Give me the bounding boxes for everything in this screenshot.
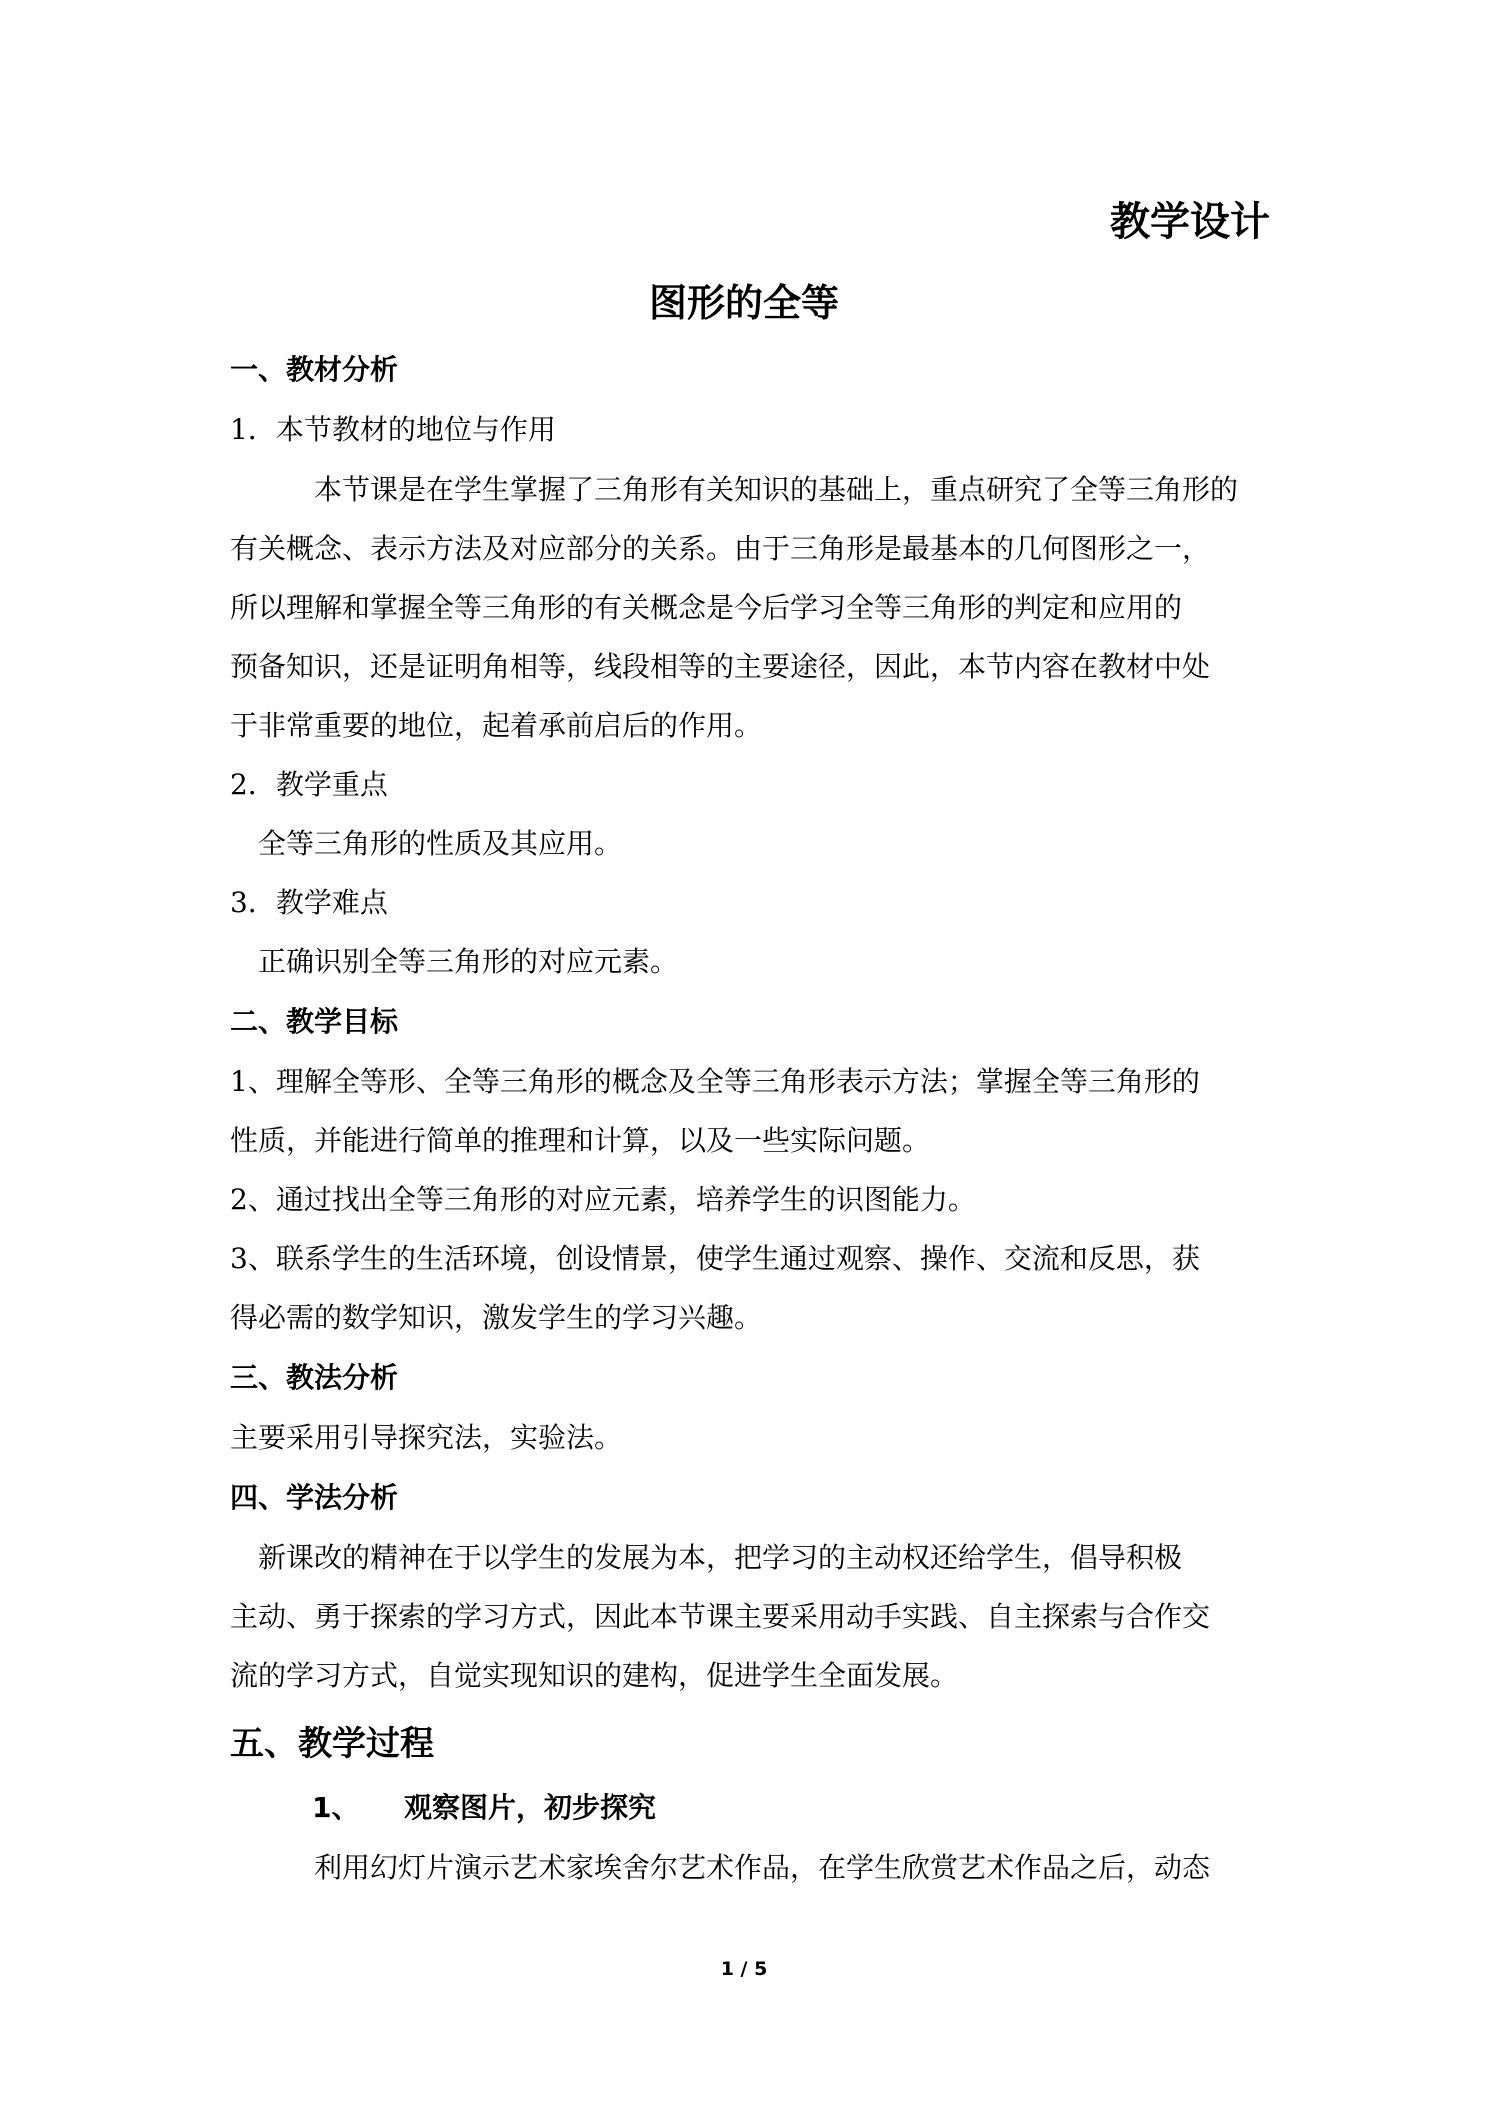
subsection-heading-1-2: 2．教学重点	[230, 768, 388, 801]
paragraph-line: 性质，并能进行简单的推理和计算，以及一些实际问题。	[230, 1124, 931, 1157]
paragraph-line: 主动、勇于探索的学习方式，因此本节课主要采用动手实践、自主探索与合作交	[230, 1600, 1211, 1633]
page-number: 1 / 5	[720, 1958, 768, 1980]
subsection-heading-1-3: 3．教学难点	[230, 886, 388, 919]
header-title: 教学设计	[1110, 199, 1270, 245]
paragraph-line: 新课改的精神在于以学生的发展为本，把学习的主动权还给学生，倡导积极	[258, 1541, 1183, 1574]
step-title: 观察图片，初步探究	[404, 1791, 657, 1824]
paragraph-line: 预备知识，还是证明角相等，线段相等的主要途径，因此，本节内容在教材中处	[230, 650, 1211, 683]
paragraph-line: 有关概念、表示方法及对应部分的关系。由于三角形是最基本的几何图形之一，	[230, 532, 1211, 565]
section-heading-1: 一、教材分析	[230, 353, 399, 386]
section-heading-2: 二、教学目标	[230, 1005, 399, 1038]
subsection-heading-1-1: 1．本节教材的地位与作用	[230, 413, 556, 446]
step-number: 1、	[312, 1791, 360, 1824]
paragraph-line: 3、联系学生的生活环境，创设情景，使学生通过观察、操作、交流和反思，获	[230, 1242, 1200, 1275]
paragraph-line: 2、通过找出全等三角形的对应元素，培养学生的识图能力。	[230, 1183, 976, 1216]
paragraph-line: 流的学习方式，自觉实现知识的建构，促进学生全面发展。	[230, 1659, 959, 1692]
paragraph-line: 全等三角形的性质及其应用。	[258, 827, 623, 860]
paragraph-line: 于非常重要的地位，起着承前启后的作用。	[230, 709, 763, 742]
paragraph-line: 得必需的数学知识，激发学生的学习兴趣。	[230, 1301, 763, 1334]
paragraph-line: 所以理解和掌握全等三角形的有关概念是今后学习全等三角形的判定和应用的	[230, 591, 1183, 624]
paragraph-line: 主要采用引导探究法，实验法。	[230, 1421, 623, 1454]
paragraph-line: 本节课是在学生掌握了三角形有关知识的基础上，重点研究了全等三角形的	[314, 473, 1239, 506]
document-title: 图形的全等	[648, 281, 839, 325]
paragraph-line: 利用幻灯片演示艺术家埃舍尔艺术作品，在学生欣赏艺术作品之后，动态	[314, 1851, 1211, 1884]
section-heading-3: 三、教法分析	[230, 1361, 399, 1394]
paragraph-line: 1、理解全等形、全等三角形的概念及全等三角形表示方法；掌握全等三角形的	[230, 1065, 1200, 1098]
step-heading-1	[312, 1786, 656, 1826]
paragraph-line: 正确识别全等三角形的对应元素。	[258, 945, 679, 978]
section-heading-4: 四、学法分析	[230, 1481, 399, 1514]
section-heading-5: 五、教学过程	[230, 1724, 434, 1764]
